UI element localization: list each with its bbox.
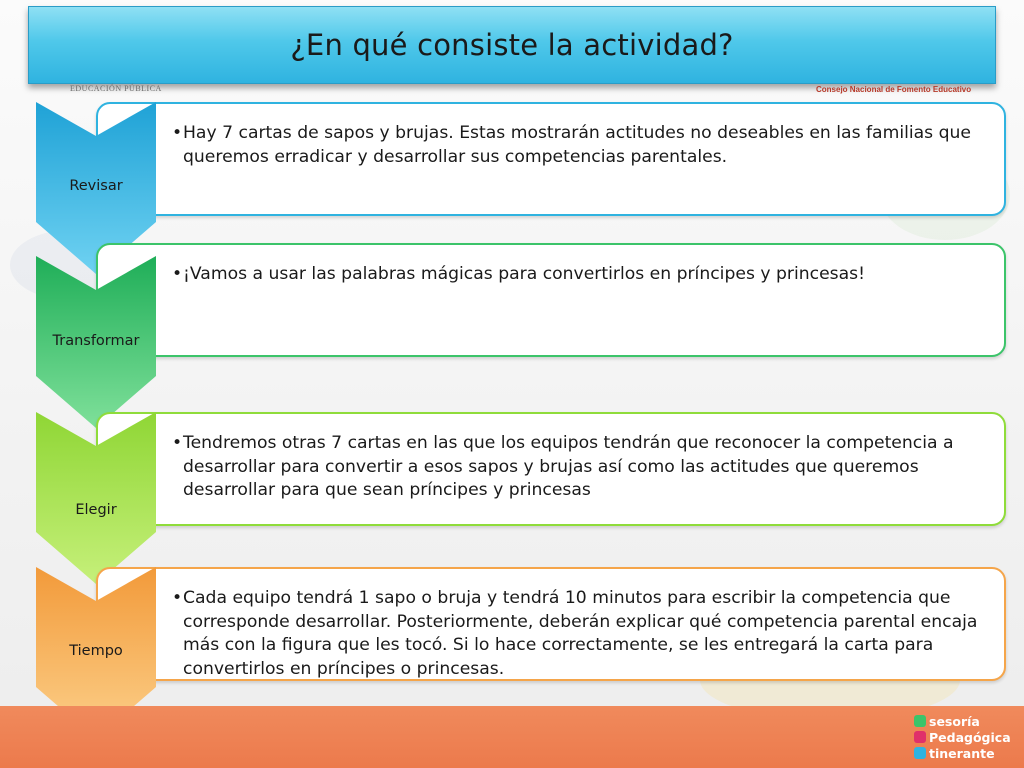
logo-line: Pedagógica (929, 730, 1011, 745)
step-label: Transformar (52, 333, 140, 349)
step-bullet-text: •¡Vamos a usar las palabras mágicas para convertirlos en príncipes y princesas! (172, 264, 865, 284)
step-bullet-text: •Cada equipo tendrá 1 sapo o bruja y tendrá 10 minutos para escribir la competencia que corresponde desarrollar. Posteriormente, deberán explicar qué competencia parental encaja más con la figura que les tocó. Si lo hace correctamente, se les entregará la carta para convertirlos en príncipes o princesas. (172, 588, 978, 679)
logo-mark-icon (914, 731, 926, 743)
step-bullet-text: •Hay 7 cartas de sapos y brujas. Estas mostrarán actitudes no deseables en las familias que queremos erradicar y desarrollar sus competencias parentales. (172, 123, 971, 167)
step-text-box (96, 243, 1006, 357)
logo-line: tinerante (929, 746, 995, 761)
step-label: Revisar (69, 178, 123, 194)
asesoria-pedagogica-logo (914, 714, 1018, 764)
title-banner (28, 6, 996, 84)
slide-title: ¿En qué consiste la actividad? (290, 28, 734, 62)
step-text-box (96, 567, 1006, 681)
step-text-box (96, 412, 1006, 526)
logo-mark-icon (914, 747, 926, 759)
logo-mark-icon (914, 715, 926, 727)
conafe-logo-text: Consejo Nacional de Fomento Educativo (816, 85, 972, 94)
step-label: Elegir (75, 502, 117, 518)
logo-line: sesoría (929, 714, 980, 729)
step-bullet-text: •Tendremos otras 7 cartas en las que los equipos tendrán que reconocer la competencia a desarrollar para convertir a esos sapos y brujas así como las actitudes que queremos desarrollar para que sean príncipes y princesas (172, 433, 954, 500)
step-label: Tiempo (69, 643, 123, 659)
footer-band (0, 706, 1024, 768)
step-text-box (96, 102, 1006, 216)
chevron-shape (36, 412, 156, 584)
sep-logo-text: EDUCACIÓN PÚBLICA (70, 84, 162, 93)
